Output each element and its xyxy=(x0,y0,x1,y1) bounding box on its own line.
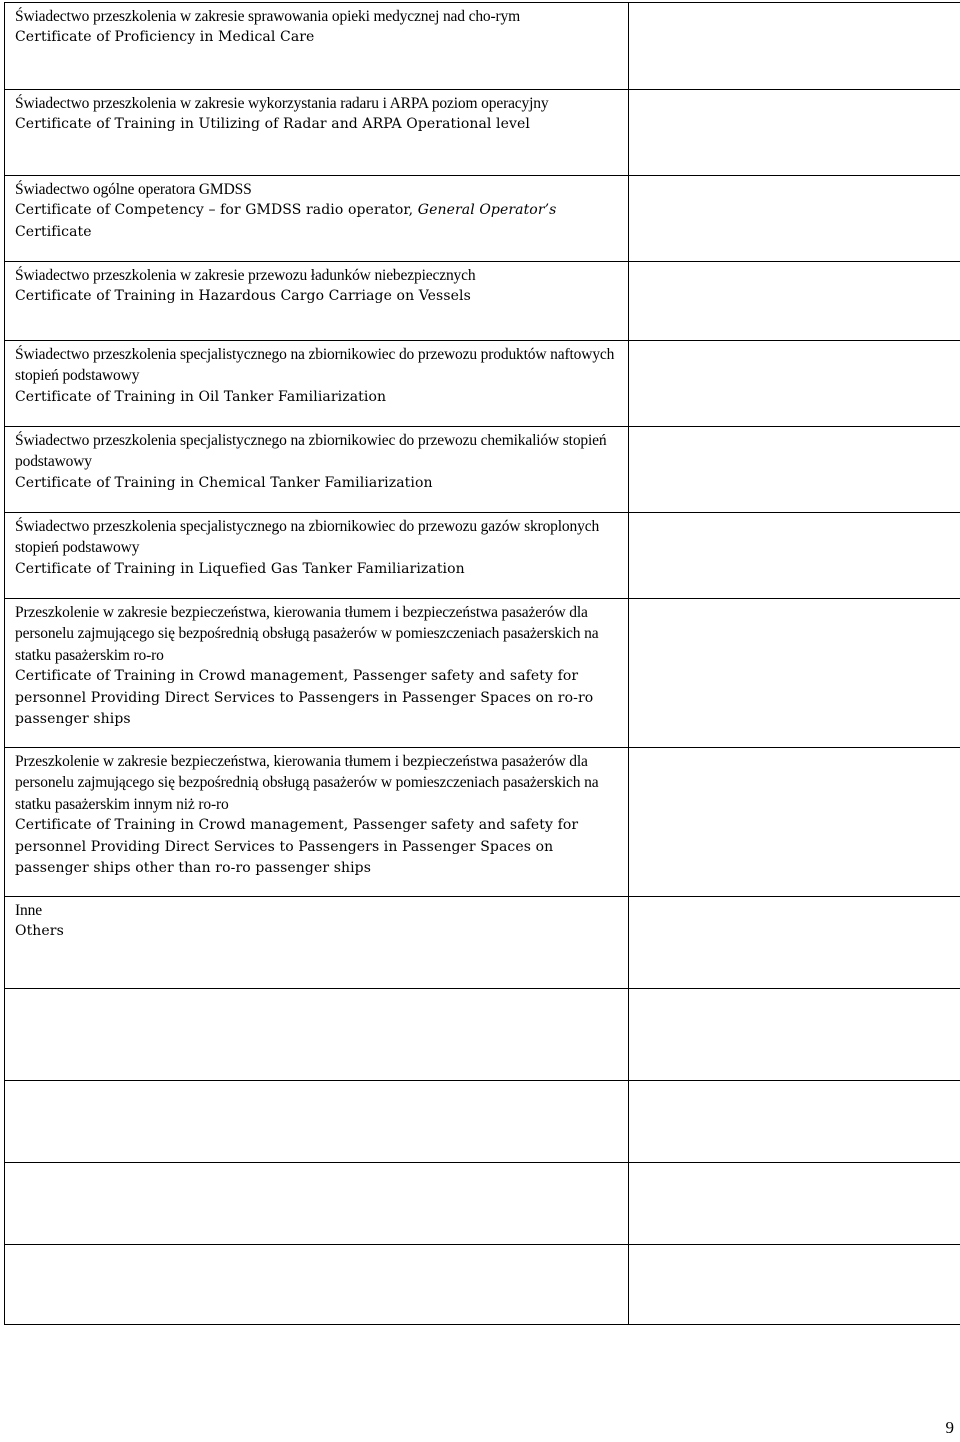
table-row xyxy=(5,427,960,513)
table-row xyxy=(5,897,960,989)
certificate-name-en: Certificate of Training in Crowd management, Passenger safety and safety for personnel Providing Direct Services to Passengers in Passenger Spaces on ro-ro passenger ships xyxy=(15,668,594,728)
certificate-entry-cell[interactable] xyxy=(629,176,960,262)
blank-entry-cell[interactable] xyxy=(5,1081,629,1163)
certificate-name-en: Certificate of Training in Chemical Tanker Familiarization xyxy=(15,474,433,491)
certificate-name-en-tail: Certificate xyxy=(15,223,92,240)
certificate-name-pl: Inne xyxy=(15,902,42,919)
empty-row xyxy=(5,989,960,1081)
certificate-entry-cell[interactable] xyxy=(629,427,960,513)
certificate-name-cell xyxy=(5,513,629,599)
certificate-entry-cell[interactable] xyxy=(629,3,960,90)
empty-row xyxy=(5,1081,960,1163)
certificate-name-en: Certificate of Training in Oil Tanker Familiarization xyxy=(15,388,387,405)
certificate-entry-cell[interactable] xyxy=(629,897,960,989)
certificate-name-cell xyxy=(5,3,629,90)
certificate-name-cell xyxy=(5,427,629,513)
table-row xyxy=(5,748,960,897)
certificate-entry-cell[interactable] xyxy=(629,599,960,748)
certificate-name-cell xyxy=(5,262,629,341)
table-row xyxy=(5,513,960,599)
certificate-name-en: Certificate of Training in Liquefied Gas Tanker Familiarization xyxy=(15,560,465,577)
blank-entry-cell[interactable] xyxy=(629,1245,960,1325)
page-number: 9 xyxy=(945,1418,954,1437)
certificate-name-pl: Świadectwo przeszkolenia w zakresie sprawowania opieki medycznej nad cho-rym xyxy=(15,8,521,25)
certificate-name-en-italic: General Operator’s xyxy=(417,202,557,219)
certificate-name-en: Certificate of Proficiency in Medical Care xyxy=(15,29,315,46)
certificate-name-en: Certificate of Training in Crowd management, Passenger safety and safety for personnel Providing Direct Services to Passengers in Passenger Spaces on passenger ships other than ro-ro passenger ships xyxy=(15,817,579,877)
certificate-entry-cell[interactable] xyxy=(629,341,960,427)
table-row xyxy=(5,599,960,748)
certificate-name-cell xyxy=(5,90,629,176)
certificate-name-en: Certificate of Training in Utilizing of Radar and ARPA Operational level xyxy=(15,116,530,133)
certificate-name-pl: Przeszkolenie w zakresie bezpieczeństwa, kierowania tłumem i bezpieczeństwa pasażerów dla personelu zajmującego się bezpośrednią obsługą pasażerów w pomieszczeniach pasażerskich na statku pasażerskim innym niż ro-ro xyxy=(15,753,599,813)
blank-entry-cell[interactable] xyxy=(629,1081,960,1163)
certificate-name-pl: Świadectwo przeszkolenia specjalistycznego na zbiornikowiec do przewozu produktów naftowych stopień podstawowy xyxy=(15,346,615,385)
blank-entry-cell[interactable] xyxy=(5,989,629,1081)
certificate-name-pl: Przeszkolenie w zakresie bezpieczeństwa, kierowania tłumem i bezpieczeństwa pasażerów dla personelu zajmującego się bezpośrednią obsługą pasażerów w pomieszczeniach pasażerskich na statku pasażerskim ro-ro xyxy=(15,604,599,664)
empty-row xyxy=(5,1163,960,1245)
certificate-name-cell xyxy=(5,341,629,427)
table-row xyxy=(5,3,960,90)
certificate-name-pl: Świadectwo przeszkolenia w zakresie wykorzystania radaru i ARPA poziom operacyjny xyxy=(15,95,549,112)
blank-entry-cell[interactable] xyxy=(629,989,960,1081)
certificate-name-cell xyxy=(5,176,629,262)
certificate-name-cell xyxy=(5,599,629,748)
certificate-name-pl: Świadectwo przeszkolenia specjalistycznego na zbiornikowiec do przewozu chemikaliów stopień podstawowy xyxy=(15,432,607,471)
certificate-name-pl: Świadectwo przeszkolenia specjalistycznego na zbiornikowiec do przewozu gazów skroplonych stopień podstawowy xyxy=(15,518,600,557)
certificate-name-cell xyxy=(5,897,629,989)
table-row xyxy=(5,176,960,262)
table-row xyxy=(5,341,960,427)
blank-entry-cell[interactable] xyxy=(5,1245,629,1325)
certificate-name-en: Others xyxy=(15,923,64,940)
certificate-entry-cell[interactable] xyxy=(629,262,960,341)
certificates-form xyxy=(4,2,960,1325)
empty-row xyxy=(5,1245,960,1325)
blank-entry-cell[interactable] xyxy=(629,1163,960,1245)
certificates-table xyxy=(4,2,960,1325)
certificate-name-en-regular: Certificate of Competency – for GMDSS radio operator, xyxy=(15,202,414,219)
blank-entry-cell[interactable] xyxy=(5,1163,629,1245)
table-row xyxy=(5,90,960,176)
certificate-entry-cell[interactable] xyxy=(629,90,960,176)
certificate-name-en: Certificate of Training in Hazardous Cargo Carriage on Vessels xyxy=(15,288,471,305)
certificate-entry-cell[interactable] xyxy=(629,748,960,897)
certificate-name-cell xyxy=(5,748,629,897)
certificate-entry-cell[interactable] xyxy=(629,513,960,599)
certificate-name-pl: Świadectwo ogólne operatora GMDSS xyxy=(15,181,252,198)
certificate-name-pl: Świadectwo przeszkolenia w zakresie przewozu ładunków niebezpiecznych xyxy=(15,267,476,284)
table-row xyxy=(5,262,960,341)
certificate-name-en xyxy=(15,200,618,243)
